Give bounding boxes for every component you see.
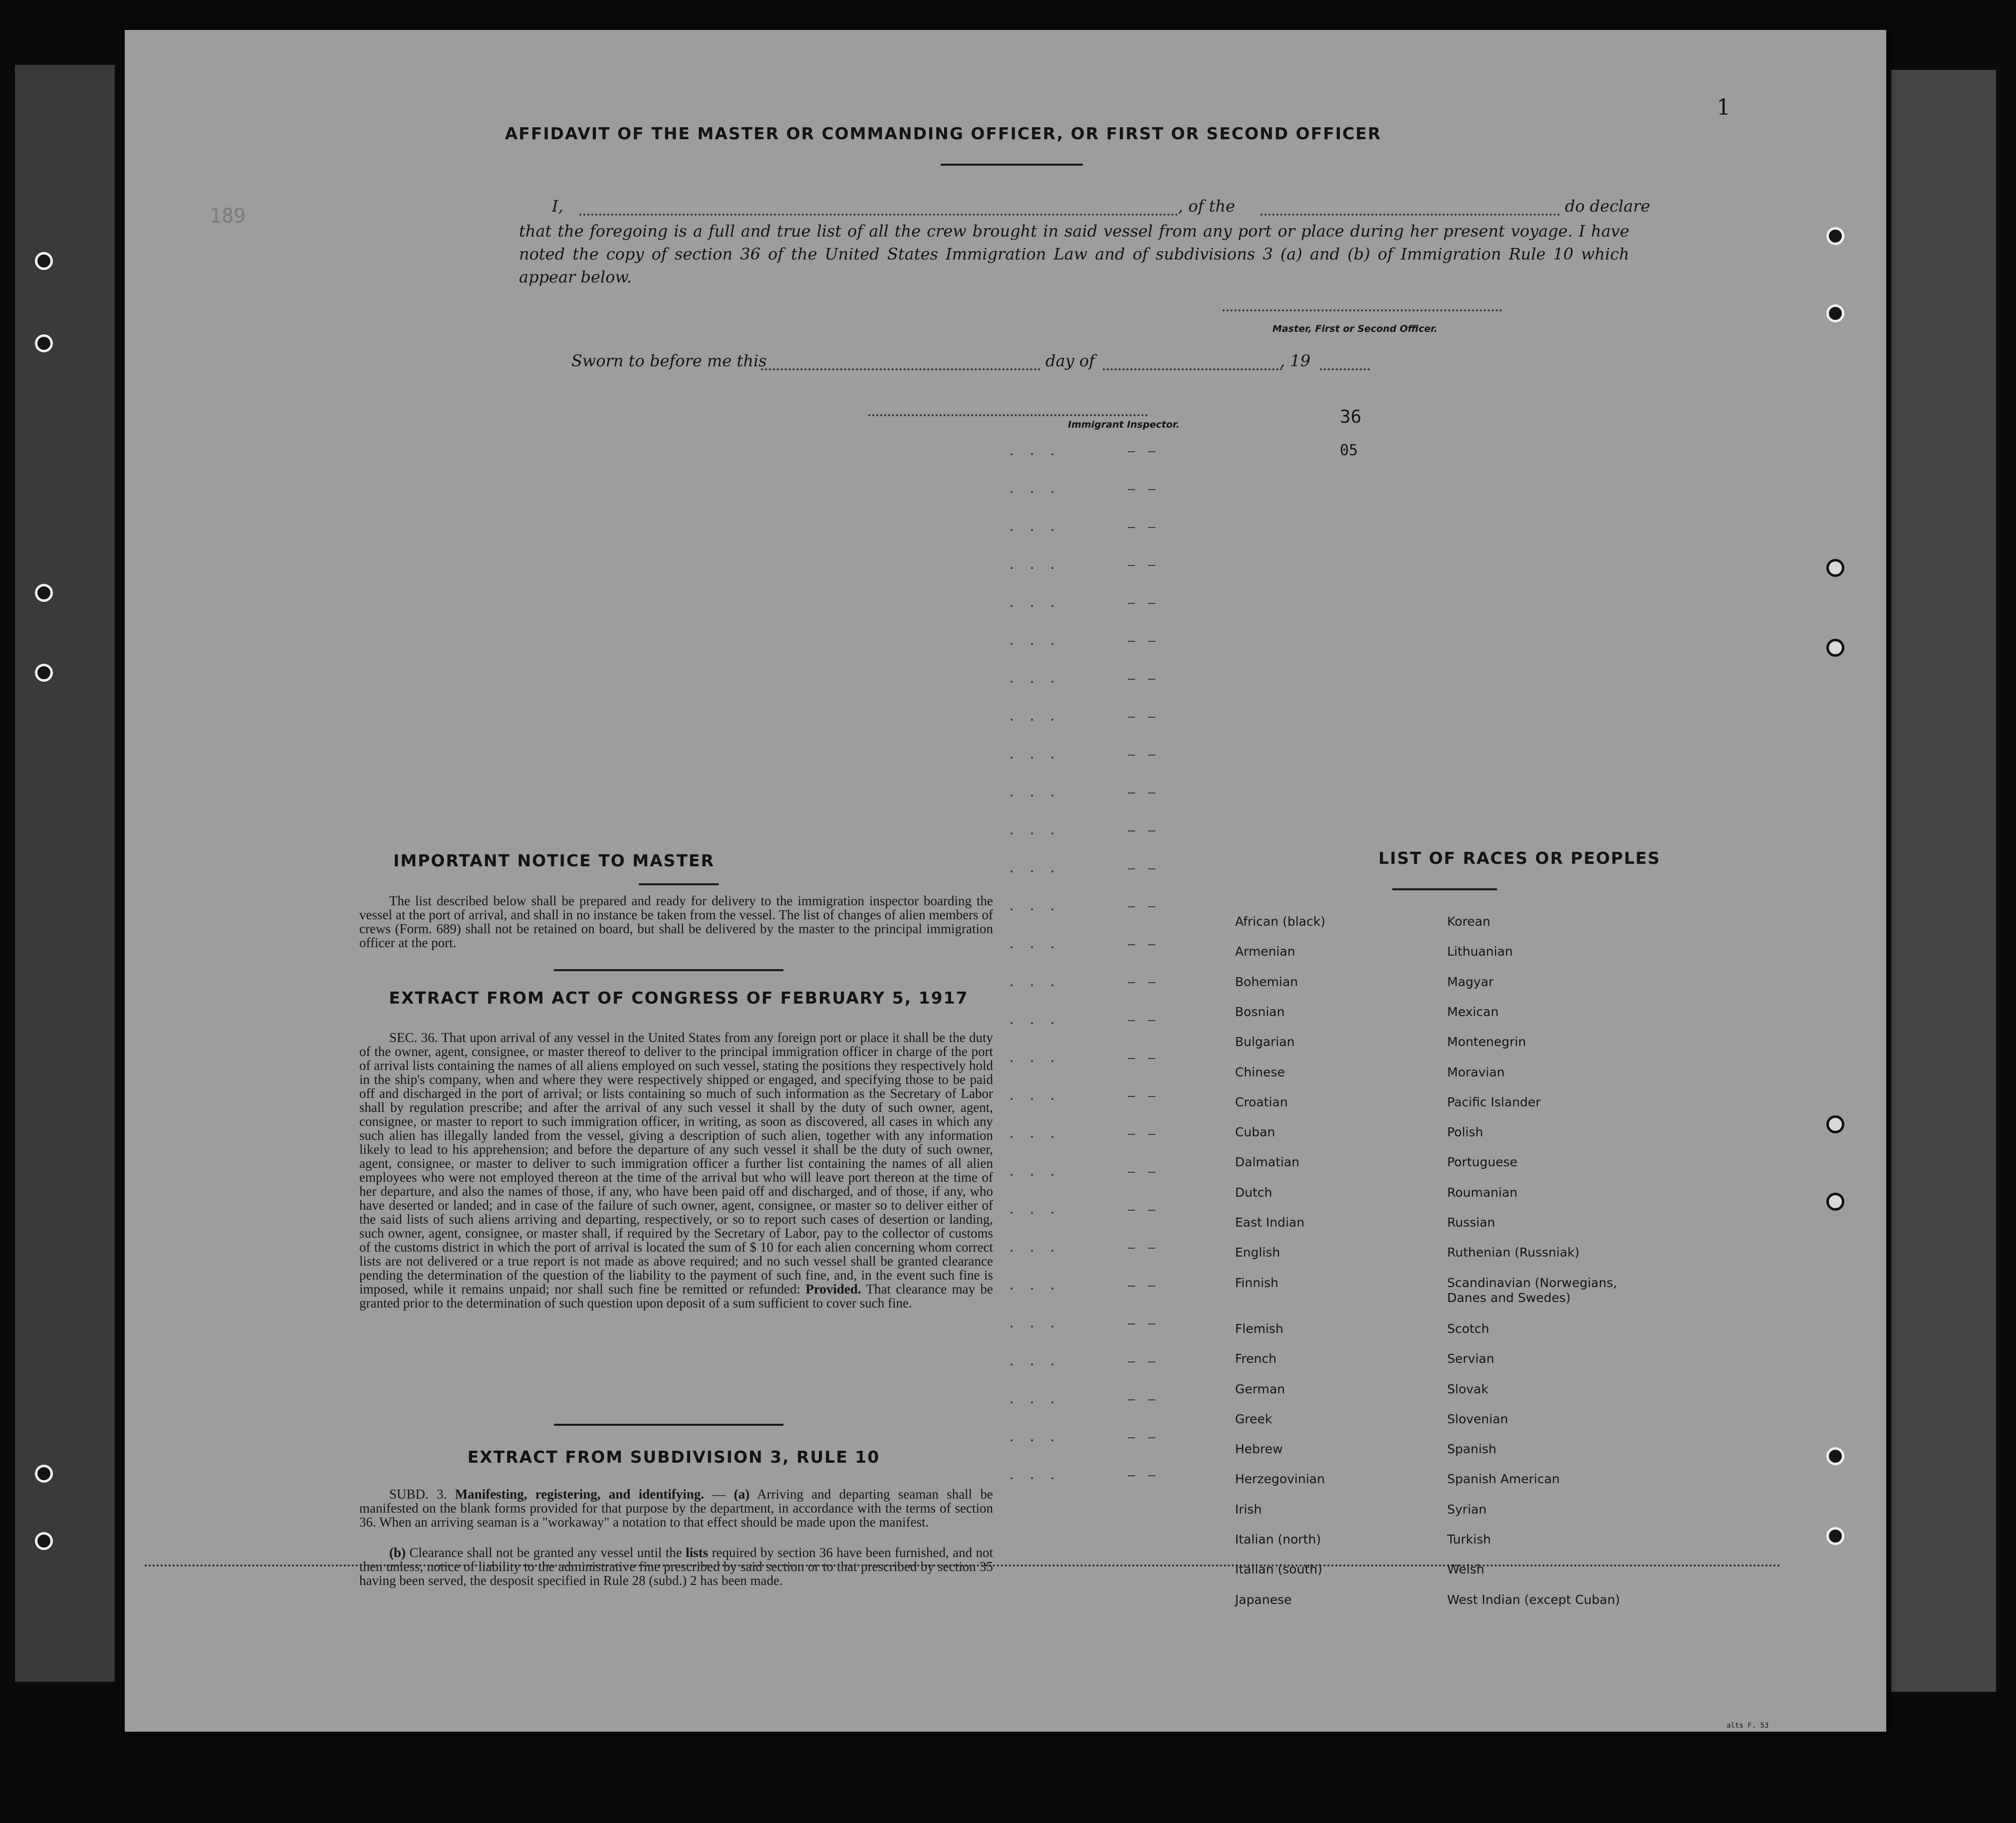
race-item: Dalmatian bbox=[1235, 1155, 1300, 1170]
binder-hole-icon bbox=[35, 584, 53, 602]
guide-dashes: – – bbox=[1128, 1430, 1159, 1444]
notice-underline bbox=[639, 883, 719, 885]
sworn-day-of: day of bbox=[1045, 351, 1095, 370]
guide-dashes: – – bbox=[1128, 710, 1159, 724]
inspector-label: Immigrant Inspector. bbox=[1068, 419, 1180, 430]
binder-hole-icon bbox=[1826, 1447, 1844, 1465]
guide-dots: . . . bbox=[1008, 634, 1059, 648]
race-item: Bulgarian bbox=[1235, 1035, 1295, 1049]
affidavit-of-the: , of the bbox=[1178, 197, 1236, 216]
race-item: Scandinavian (Norwegians, Danes and Swedes) bbox=[1447, 1275, 1617, 1305]
race-item: English bbox=[1235, 1245, 1280, 1260]
guide-dashes: – – bbox=[1128, 1279, 1159, 1293]
act-title: EXTRACT FROM ACT OF CONGRESS OF FEBRUARY 5, 1917 bbox=[389, 988, 969, 1008]
race-item: Greek bbox=[1235, 1411, 1272, 1426]
race-item: West Indian (except Cuban) bbox=[1447, 1592, 1620, 1607]
guide-dashes: – – bbox=[1128, 861, 1159, 875]
guide-dots: . . . bbox=[1008, 748, 1059, 762]
race-item: Irish bbox=[1235, 1502, 1262, 1517]
rule-a-label: (a) bbox=[734, 1487, 750, 1502]
guide-dashes: – – bbox=[1128, 937, 1159, 951]
race-item: Syrian bbox=[1447, 1502, 1487, 1517]
guide-dots: . . . bbox=[1008, 1354, 1059, 1368]
rule-b-label: (b) bbox=[389, 1545, 406, 1560]
document-page bbox=[125, 30, 1886, 1732]
guide-dots: . . . bbox=[1008, 520, 1059, 534]
race-item: Cuban bbox=[1235, 1125, 1275, 1140]
guide-dots: . . . bbox=[1008, 1279, 1059, 1293]
race-item: East Indian bbox=[1235, 1215, 1305, 1230]
guide-dashes: – – bbox=[1128, 1241, 1159, 1255]
guide-dots: . . . bbox=[1008, 785, 1059, 799]
race-item: Spanish bbox=[1447, 1442, 1497, 1457]
rule-subd-b bbox=[359, 1546, 993, 1587]
binder-hole-icon bbox=[35, 664, 53, 682]
race-item: Welsh bbox=[1447, 1562, 1485, 1577]
guide-dashes: – – bbox=[1128, 1392, 1159, 1406]
sworn-year: , 19 bbox=[1280, 351, 1311, 370]
race-item: Mexican bbox=[1447, 1004, 1499, 1019]
race-item: Pacific Islander bbox=[1447, 1094, 1541, 1109]
guide-dashes: – – bbox=[1128, 748, 1159, 762]
guide-dashes: – – bbox=[1128, 1165, 1159, 1179]
sworn-line bbox=[571, 349, 1519, 372]
guide-dots: . . . bbox=[1008, 444, 1059, 458]
left-binder-strip bbox=[15, 65, 115, 1682]
guide-dots: . . . bbox=[1008, 1051, 1059, 1065]
rule-a-prefix: SUBD. 3. bbox=[389, 1487, 447, 1502]
race-item: Moravian bbox=[1447, 1064, 1505, 1079]
vessel-field[interactable] bbox=[1260, 195, 1560, 216]
guide-dots: . . . bbox=[1008, 937, 1059, 951]
binder-hole-icon bbox=[1826, 1193, 1844, 1211]
signature-label: Master, First or Second Officer. bbox=[1272, 323, 1438, 334]
act-body-end: That clearance may be granted prior to the determination of such question upon deposit of a sum sufficient to cover such fine. bbox=[359, 1282, 994, 1310]
guide-dots: . . . bbox=[1008, 1316, 1059, 1330]
race-item: Armenian bbox=[1235, 944, 1295, 959]
binder-hole-icon bbox=[35, 334, 53, 352]
rule-b-bold: lists bbox=[686, 1545, 709, 1560]
form-code: alts F. 53 bbox=[1727, 1722, 1769, 1730]
race-item: Slovenian bbox=[1447, 1411, 1509, 1426]
guide-dots: . . . bbox=[1008, 558, 1059, 572]
affidavit-line1 bbox=[552, 195, 1650, 218]
guide-dots: . . . bbox=[1008, 1203, 1059, 1217]
guide-dashes: – – bbox=[1128, 785, 1159, 799]
race-item: Bosnian bbox=[1235, 1004, 1285, 1019]
sworn-date-field[interactable] bbox=[761, 349, 1040, 370]
guide-dots: . . . bbox=[1008, 861, 1059, 875]
races-title: LIST OF RACES OR PEOPLES bbox=[1378, 848, 1661, 868]
guide-dashes: – – bbox=[1128, 1089, 1159, 1103]
inspector-field[interactable] bbox=[868, 404, 1148, 416]
guide-dots: . . . bbox=[1008, 596, 1059, 610]
binder-hole-icon bbox=[35, 252, 53, 270]
guide-dashes: – – bbox=[1128, 1354, 1159, 1368]
guide-dashes: – – bbox=[1128, 1127, 1159, 1141]
sworn-month-field[interactable] bbox=[1103, 349, 1282, 370]
act-divider bbox=[554, 1424, 783, 1426]
affidavit-body: that the foregoing is a full and true list of all the crew brought in said vessel from any port or place during her present voyage. I have noted the copy of section 36 of the United States Immigration Law and of subdivisions 3 (a) and (b) of Immigration Rule 10 which appear below. bbox=[519, 222, 1629, 286]
binder-hole-icon bbox=[35, 1465, 53, 1483]
race-item: Servian bbox=[1447, 1351, 1495, 1366]
race-item: Korean bbox=[1447, 914, 1491, 929]
title-underline bbox=[941, 164, 1083, 166]
sworn-year-field[interactable] bbox=[1320, 349, 1370, 370]
race-item: Chinese bbox=[1235, 1064, 1285, 1079]
race-item: Turkish bbox=[1447, 1532, 1491, 1547]
guide-dashes: – – bbox=[1128, 482, 1159, 496]
act-body-main: SEC. 36. That upon arrival of any vessel in the United States from any foreign port or place it shall be the duty of the owner, agent, consignee, or master thereof to deliver to the principal immigration officer in charge of the port of arrival lists containing the names of all aliens employed on such vessel, stating the positions they respectively hold in the ship's company, when and where they were respectively shipped or engaged, and specifying those to be paid off and discharged in the port of arrival; or lists containing so much of such information as the Secretary of Labor shall by regulation prescribe; and after the arrival of any such vessel it shall by the duty of such owner, agent, consignee, or master to report to such immigration officer, in writing, as soon as discovered, all cases in which any such alien has illegally landed from the vessel, giving a description of such alien, together with any information likely to lead to his apprehension; and before the departure of any such vessel it shall be the duty of such owner, agent, consignee, or master to deliver to such immigration officer a further list containing the names of all alien employees who were not employed thereon at the time of the arrival but who will leave port thereon at the time of her departure, and also the names of those, if any, who have been paid off and discharged, and of those, if any, who have deserted or landed; and in case of the failure of such owner, agent, consignee, or master so to deliver either of the said lists of such aliens arriving and departing, respectively, or so to report such cases of desertion or landing, such owner, agent, consignee, or master shall, if required by the Secretary of Labor, pay to the collector of customs of the customs district in which the port of arrival is located the sum of $ 10 for each alien concerning whom correct lists are not delivered or a true report is not made as above required; and no such vessel shall be granted clearance pending the determination of the question of the liability to the payment of such fine, and, in the event such fine is imposed, while it remains unpaid; nor shall such fine be remitted or refunded: bbox=[359, 1030, 993, 1297]
guide-dots: . . . bbox=[1008, 710, 1059, 724]
guide-dots: . . . bbox=[1008, 482, 1059, 496]
binder-hole-icon bbox=[1826, 304, 1844, 322]
guide-dashes: – – bbox=[1128, 596, 1159, 610]
guide-dashes: – – bbox=[1128, 1316, 1159, 1330]
race-item: African (black) bbox=[1235, 914, 1325, 929]
race-item: Lithuanian bbox=[1447, 944, 1513, 959]
column-guide-marks bbox=[998, 444, 1258, 1577]
race-item: Polish bbox=[1447, 1125, 1484, 1140]
guide-dots: . . . bbox=[1008, 823, 1059, 837]
page-stamp-number: 189 bbox=[210, 205, 246, 228]
signature-field[interactable] bbox=[1223, 299, 1502, 311]
rule-b-text2: required by section 36 have been furnished, and not then unless, notice of liability to the administrative fine prescribed by said section or to that prescribed by section 35 having been served, the desposit specified in Rule 28 (subd.) 2 has been made. bbox=[359, 1545, 994, 1588]
binder-hole-icon bbox=[35, 1532, 53, 1550]
rule-a-text: Arriving and departing seaman shall be manifested on the blank forms provided for that purpose by the department, in accordance with the terms of section 36. When an arriving seaman is a "workaway" a notation to that effect should be made upon the manifest. bbox=[359, 1487, 994, 1530]
rule-subd-a bbox=[359, 1487, 993, 1529]
name-field[interactable] bbox=[579, 195, 1178, 216]
affidavit-title: AFFIDAVIT OF THE MASTER OR COMMANDING OFFICER, OR FIRST OR SECOND OFFICER bbox=[504, 124, 1382, 143]
binder-hole-icon bbox=[1826, 227, 1844, 245]
race-item: Italian (north) bbox=[1235, 1532, 1321, 1547]
act-body bbox=[359, 1031, 993, 1310]
race-item: Italian (south) bbox=[1235, 1562, 1322, 1577]
guide-dots: . . . bbox=[1008, 899, 1059, 913]
guide-dots: . . . bbox=[1008, 672, 1059, 686]
guide-dashes: – – bbox=[1128, 558, 1159, 572]
race-item: Roumanian bbox=[1447, 1185, 1518, 1200]
guide-dots: . . . bbox=[1008, 1127, 1059, 1141]
rule-title: EXTRACT FROM SUBDIVISION 3, RULE 10 bbox=[467, 1447, 880, 1467]
races-underline bbox=[1392, 888, 1497, 890]
race-item: Scotch bbox=[1447, 1321, 1490, 1336]
guide-dots: . . . bbox=[1008, 1089, 1059, 1103]
rule-b-text1: Clearance shall not be granted any vessel until the bbox=[409, 1545, 682, 1560]
race-item: Japanese bbox=[1235, 1592, 1292, 1607]
notice-body: The list described below shall be prepared and ready for delivery to the immigration inspector boarding the vessel at the port of arrival, and shall in no instance be taken from the vessel. The list of changes of alien members of crews (Form. 689) shall not be retained on board, but shall be delivered by the master to the principal immigration officer at the port. bbox=[359, 893, 993, 950]
guide-dashes: – – bbox=[1128, 1203, 1159, 1217]
guide-dots: . . . bbox=[1008, 1430, 1059, 1444]
race-item: Bohemian bbox=[1235, 974, 1298, 989]
guide-dots: . . . bbox=[1008, 1468, 1059, 1482]
margin-number: 05 bbox=[1340, 442, 1358, 459]
right-binder-strip bbox=[1891, 70, 1996, 1692]
race-item: Russian bbox=[1447, 1215, 1496, 1230]
race-item: Spanish American bbox=[1447, 1472, 1560, 1487]
race-item: Finnish bbox=[1235, 1275, 1279, 1290]
corner-mark: 1 bbox=[1717, 95, 1731, 120]
affidavit-declare: do declare bbox=[1565, 197, 1650, 216]
binder-hole-icon bbox=[1826, 1527, 1844, 1545]
race-item: Montenegrin bbox=[1447, 1035, 1526, 1049]
race-item: French bbox=[1235, 1351, 1277, 1366]
race-item: German bbox=[1235, 1381, 1285, 1396]
sworn-prefix: Sworn to before me this bbox=[571, 351, 767, 370]
guide-dots: . . . bbox=[1008, 1241, 1059, 1255]
guide-dashes: – – bbox=[1128, 672, 1159, 686]
race-item: Ruthenian (Russniak) bbox=[1447, 1245, 1580, 1260]
rule-a-dash: — bbox=[704, 1487, 734, 1502]
race-item: Dutch bbox=[1235, 1185, 1272, 1200]
notice-title: IMPORTANT NOTICE TO MASTER bbox=[393, 851, 715, 870]
notice-divider bbox=[554, 969, 783, 971]
binder-hole-icon bbox=[1826, 639, 1844, 657]
race-item: Slovak bbox=[1447, 1381, 1489, 1396]
guide-dots: . . . bbox=[1008, 975, 1059, 989]
guide-dashes: – – bbox=[1128, 1051, 1159, 1065]
guide-dashes: – – bbox=[1128, 823, 1159, 837]
binder-hole-icon bbox=[1826, 559, 1844, 577]
act-provided: Provided. bbox=[805, 1282, 861, 1297]
race-item: Magyar bbox=[1447, 974, 1494, 989]
race-item: Portuguese bbox=[1447, 1155, 1517, 1170]
guide-dashes: – – bbox=[1128, 1468, 1159, 1482]
guide-dots: . . . bbox=[1008, 1165, 1059, 1179]
guide-dots: . . . bbox=[1008, 1392, 1059, 1406]
race-item: Flemish bbox=[1235, 1321, 1283, 1336]
guide-dashes: – – bbox=[1128, 444, 1159, 458]
guide-dashes: – – bbox=[1128, 520, 1159, 534]
guide-dashes: – – bbox=[1128, 1013, 1159, 1027]
binder-hole-icon bbox=[1826, 1115, 1844, 1133]
race-item: Hebrew bbox=[1235, 1442, 1283, 1457]
guide-dots: . . . bbox=[1008, 1013, 1059, 1027]
guide-dashes: – – bbox=[1128, 634, 1159, 648]
rule-a-heading: Manifesting, registering, and identifying. bbox=[455, 1487, 704, 1502]
guide-dashes: – – bbox=[1128, 899, 1159, 913]
guide-dashes: – – bbox=[1128, 975, 1159, 989]
affidavit-i: I, bbox=[552, 197, 563, 216]
race-item: Herzegovinian bbox=[1235, 1472, 1325, 1487]
race-item: Croatian bbox=[1235, 1094, 1288, 1109]
margin-number: 36 bbox=[1340, 407, 1362, 427]
